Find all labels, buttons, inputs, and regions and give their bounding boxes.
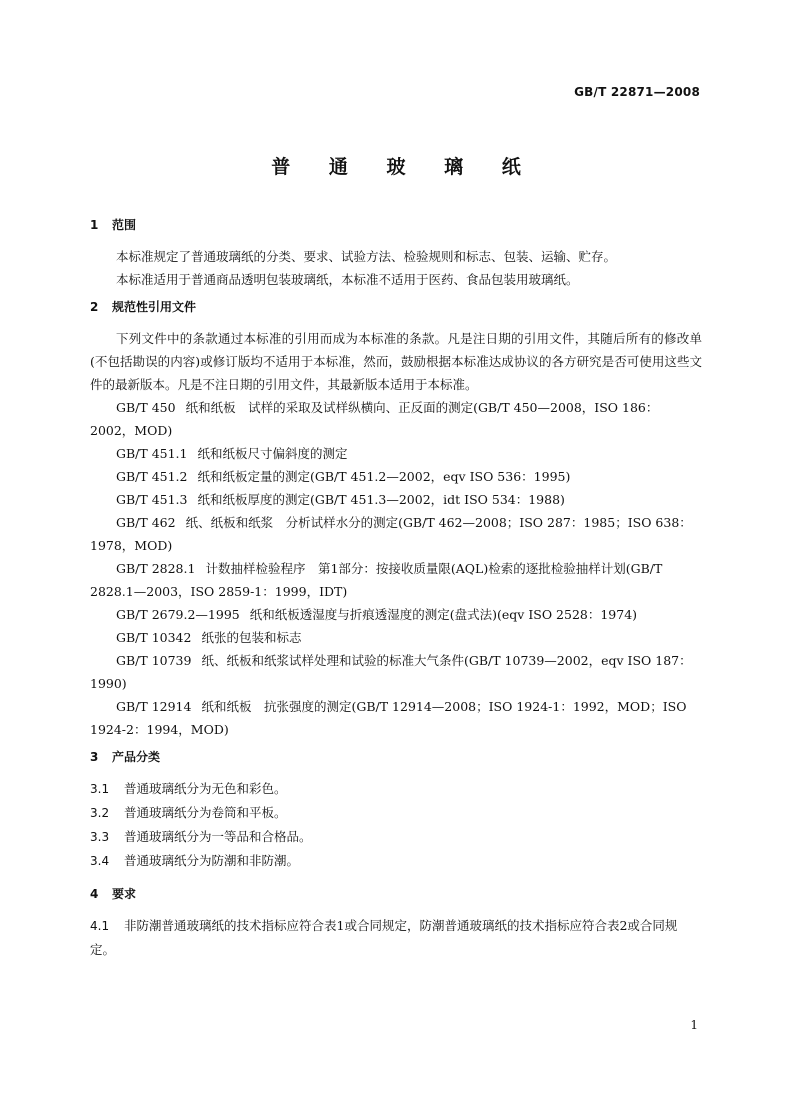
reference-item	[90, 511, 702, 557]
reference-text: 纸和纸板透湿度与折痕透湿度的测定(盘式法)(eqv ISO 2528：1974)	[249, 607, 638, 622]
section-title: 要求	[112, 887, 137, 901]
reference-item	[90, 695, 702, 741]
clause	[90, 849, 702, 873]
clause-text: 普通玻璃纸分为卷筒和平板。	[124, 805, 287, 820]
reference-item	[90, 626, 702, 649]
section-number: 1	[90, 218, 99, 232]
document-title: 普 通 玻 璃 纸	[271, 156, 537, 178]
section-heading-scope	[90, 216, 702, 234]
section-heading-classification	[90, 748, 702, 766]
paragraph: 本标准适用于普通商品透明包装玻璃纸，本标准不适用于医药、食品包装用玻璃纸。	[116, 272, 579, 287]
reference-item	[90, 649, 702, 695]
clause-number: 3.2	[90, 806, 110, 820]
reference-text: 纸和纸板定量的测定(GB/T 451.2—2002，eqv ISO 536：1995)	[197, 469, 571, 484]
page-number: 1	[690, 1018, 698, 1032]
section-title: 范围	[112, 218, 137, 232]
reference-text: 纸和纸板厚度的测定(GB/T 451.3—2002，idt ISO 534：1988)	[197, 492, 565, 507]
paragraph: 本标准规定了普通玻璃纸的分类、要求、试验方法、检验规则和标志、包装、运输、贮存。	[116, 249, 617, 264]
reference-text: 纸和纸板尺寸偏斜度的测定	[197, 446, 348, 461]
section-number: 3	[90, 750, 99, 764]
clause	[90, 801, 702, 825]
clause-text: 非防潮普通玻璃纸的技术指标应符合表1或合同规定，防潮普通玻璃纸的技术指标应符合表2或合同规定。	[90, 918, 678, 957]
reference-code: GB/T 451.2	[116, 469, 188, 484]
reference-item	[90, 442, 702, 465]
reference-code: GB/T 10739	[116, 653, 192, 668]
clause-number: 3.1	[90, 782, 110, 796]
clause-number: 4.1	[90, 919, 110, 933]
reference-code: GB/T 451.3	[116, 492, 188, 507]
reference-text: 纸和纸板 试样的采取及试样纵横向、正反面的测定(GB/T 450—2008，ISO 186：2002，MOD)	[90, 400, 659, 438]
section-title: 规范性引用文件	[112, 300, 197, 314]
section-number: 4	[90, 887, 99, 901]
reference-item	[90, 603, 702, 626]
document-body	[90, 216, 702, 961]
clause	[90, 777, 702, 801]
section-title: 产品分类	[112, 750, 161, 764]
reference-item	[90, 557, 702, 603]
reference-text: 纸和纸板 抗张强度的测定(GB/T 12914—2008；ISO 1924-1：1992，MOD；ISO 1924-2：1994，MOD)	[90, 699, 687, 737]
reference-code: GB/T 450	[116, 400, 176, 415]
section-number: 2	[90, 300, 99, 314]
reference-item	[90, 465, 702, 488]
reference-text: 纸、纸板和纸浆试样处理和试验的标准大气条件(GB/T 10739—2002，eqv ISO 187：1990)	[90, 653, 692, 691]
reference-code: GB/T 2679.2—1995	[116, 607, 240, 622]
reference-text: 纸、纸板和纸浆 分析试样水分的测定(GB/T 462—2008；ISO 287：1985；ISO 638：1978，MOD)	[90, 515, 692, 553]
clause-text: 普通玻璃纸分为防潮和非防潮。	[124, 853, 300, 868]
clause-text: 普通玻璃纸分为一等品和合格品。	[124, 829, 312, 844]
reference-code: GB/T 451.1	[116, 446, 188, 461]
reference-code: GB/T 10342	[116, 630, 192, 645]
reference-code: GB/T 12914	[116, 699, 192, 714]
reference-text: 纸张的包装和标志	[201, 630, 302, 645]
section-heading-normative-references	[90, 298, 702, 316]
section-heading-requirements	[90, 885, 702, 903]
clause	[90, 825, 702, 849]
paragraph: 下列文件中的条款通过本标准的引用而成为本标准的条款。凡是注日期的引用文件，其随后所有的修改单(不包括勘误的内容)或修订版均不适用于本标准，然而，鼓励根据本标准达成协议的各方研究是否可使用这些文件的最新版本。凡是不注日期的引用文件，其最新版本适用于本标准。	[90, 331, 702, 392]
clause-number: 3.4	[90, 854, 110, 868]
clause	[90, 914, 702, 961]
standard-code: GB/T 22871—2008	[574, 85, 700, 99]
reference-text: 计数抽样检验程序 第1部分：按接收质量限(AQL)检索的逐批检验抽样计划(GB/T 2828.1—2003，ISO 2859-1：1999，IDT)	[90, 561, 663, 599]
clause-text: 普通玻璃纸分为无色和彩色。	[124, 781, 287, 796]
clause-number: 3.3	[90, 830, 110, 844]
reference-item	[90, 396, 702, 442]
reference-code: GB/T 462	[116, 515, 176, 530]
reference-item	[90, 488, 702, 511]
reference-code: GB/T 2828.1	[116, 561, 196, 576]
